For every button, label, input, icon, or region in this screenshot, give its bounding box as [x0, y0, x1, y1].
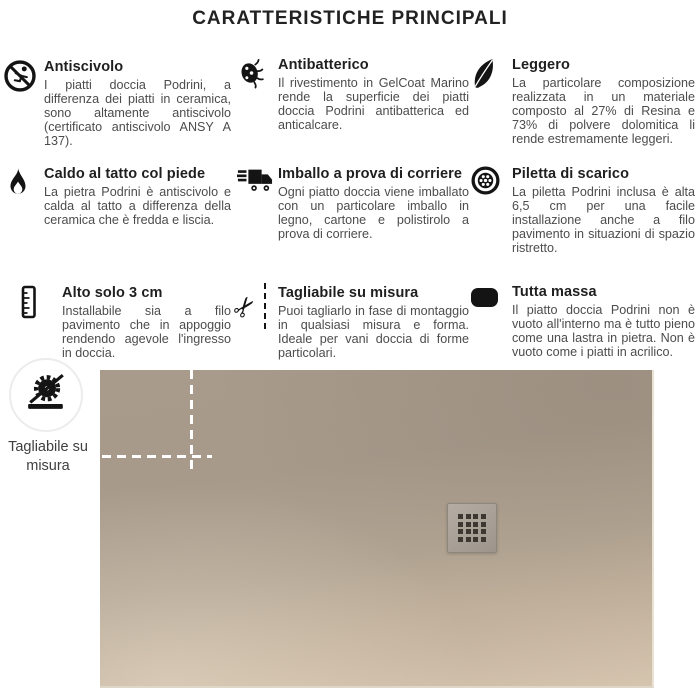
ruler-icon [3, 285, 57, 319]
flame-icon [3, 166, 39, 200]
feature-title: Caldo al tatto col piede [44, 166, 206, 182]
feature-description: La pietra Podrini è antiscivolo e calda al tatto a differenza della ceramica che è fredda e liscia. [44, 185, 231, 227]
feature-description: Puoi tagliarlo in fase di montaggio in qualsiasi misura e forma. Ideale per vani doccia di forme particolari. [278, 304, 469, 360]
feature-title: Leggero [512, 57, 570, 73]
solid-slab-icon [471, 284, 507, 307]
feature-title: Antiscivolo [44, 59, 124, 75]
feature-leggero [471, 57, 695, 146]
dashed-cut-line-horizontal [102, 455, 212, 458]
shower-tray-photo [100, 370, 654, 688]
feature-description: Il piatto doccia Podrini non è vuoto all'interno ma è tutto pieno come una lastra in pietra. Non è vuoto come i piatti in acrilico. [512, 303, 695, 359]
scissors-icon: ✂ [237, 285, 273, 331]
feature-tutta-massa [471, 284, 695, 359]
feature-tagliabile [226, 285, 469, 360]
feature-piletta [471, 166, 695, 255]
feature-antiscivolo [3, 59, 231, 148]
feature-title: Alto solo 3 cm [62, 285, 163, 301]
cut-to-size-badge [9, 358, 83, 432]
feature-caldo-al-tatto [3, 166, 231, 227]
feather-icon [471, 57, 507, 91]
feature-description: Installabile sia a filo pavimento che in appoggio rendendo agevole l'ingresso in doccia. [62, 304, 231, 360]
drain-icon [471, 166, 507, 195]
feature-antibatterico [237, 57, 469, 132]
no-slip-icon [3, 59, 39, 93]
bacteria-icon [237, 57, 273, 89]
feature-description: Ogni piatto doccia viene imballato con un particolare imballo in legno, cartone e polistirolo a prova di corriere. [278, 185, 469, 241]
page-title: CARATTERISTICHE PRINCIPALI [192, 8, 508, 29]
feature-title: Imballo a prova di corriere [278, 166, 463, 182]
feature-alto-3cm [3, 285, 231, 360]
feature-description: La piletta Podrini inclusa è alta 6,5 cm per una facile installazione anche a filo pavimento in situazioni di spazio ristretto. [512, 185, 695, 255]
feature-description: La particolare composizione realizzata in un materiale composto al 27% di Resina e 73% di polvere dolomitica li rende estremamente leggeri. [512, 76, 695, 146]
feature-title: Tagliabile su misura [278, 285, 419, 301]
feature-title: Piletta di scarico [512, 166, 630, 182]
drain-grate [447, 503, 497, 553]
drain-holes [458, 514, 486, 542]
circular-saw-icon [25, 372, 67, 419]
feature-description: I piatti doccia Podrini, a differenza dei piatti in ceramica, sono altamente antiscivolo (certificato antiscivolo ANSY A 137). [44, 78, 231, 148]
badge-label: Tagliabile su misura [8, 439, 88, 474]
feature-title: Antibatterico [278, 57, 369, 73]
feature-description: Il rivestimento in GelCoat Marino rende la superficie dei piatti doccia Podrini antibatterica ed anticalcare. [278, 76, 469, 132]
dashed-cut-line [264, 283, 266, 329]
feature-imballo [237, 166, 469, 241]
delivery-truck-icon [237, 166, 273, 196]
feature-title: Tutta massa [512, 284, 597, 300]
